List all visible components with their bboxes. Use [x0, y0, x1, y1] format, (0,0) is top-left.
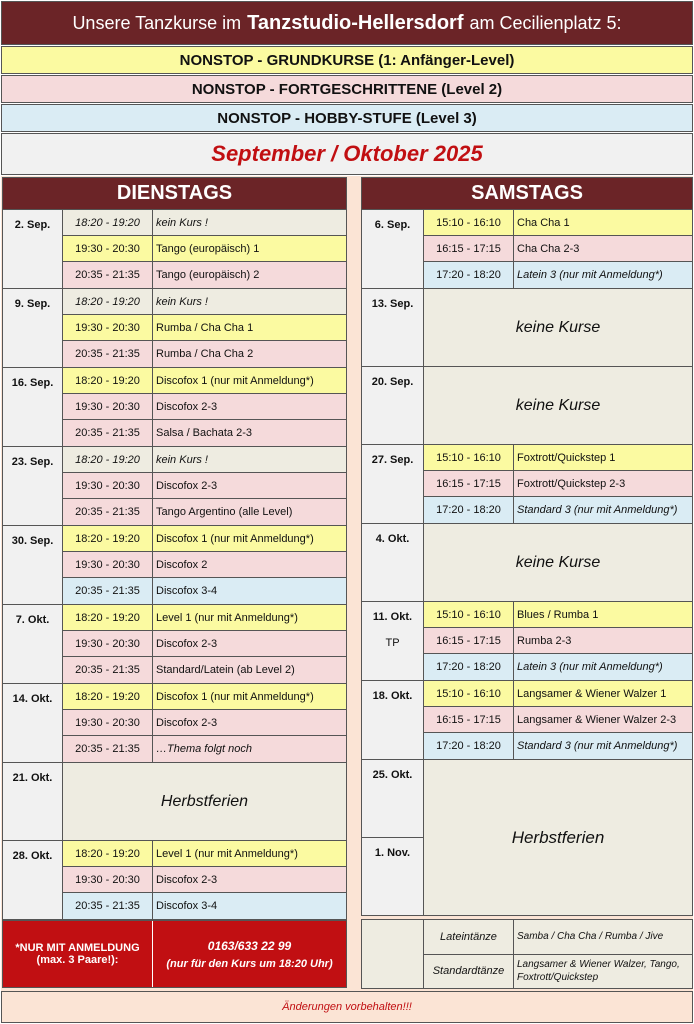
course-name: Discofox 3-4 — [156, 900, 218, 912]
legend-row — [424, 920, 692, 954]
week-block — [2, 210, 347, 289]
studio-name: Tanzstudio-Hellersdorf — [247, 11, 464, 34]
week-date-text: 11. Okt. — [372, 611, 413, 623]
legend-value: Samba / Cha Cha / Rumba / Jive — [517, 931, 664, 943]
course-name: Blues / Rumba 1 — [517, 608, 599, 621]
course-name: Level 1 (nur mit Anmeldung*) — [156, 847, 298, 860]
course-name: Tango (europäisch) 2 — [156, 269, 260, 281]
registration-line1: *NUR MIT ANMELDUNG — [15, 942, 140, 954]
course-row — [63, 684, 346, 710]
course-time: 18:20 - 19:20 — [63, 289, 153, 314]
course-name: Standard/Latein (ab Level 2) — [156, 664, 295, 676]
course-name: kein Kurs ! — [156, 453, 208, 466]
course-name: Discofox 2-3 — [156, 637, 218, 650]
course-name: Discofox 3-4 — [156, 585, 218, 597]
week-block — [361, 210, 693, 289]
week-block — [2, 763, 347, 841]
course-name: Salsa / Bachata 2-3 — [156, 427, 253, 439]
course-name: Rumba / Cha Cha 1 — [156, 321, 254, 334]
course-time: 18:20 - 19:20 — [63, 526, 153, 551]
course-name: Langsamer & Wiener Walzer 1 — [517, 687, 667, 700]
level-3-banner: NONSTOP - HOBBY-STUFE (Level 3) — [1, 104, 693, 132]
course-row — [63, 736, 346, 762]
course-row — [63, 867, 346, 893]
week-date: 21. Okt. — [3, 763, 63, 840]
week-block — [361, 367, 693, 445]
course-row — [63, 368, 346, 394]
tuesday-schedule — [2, 177, 347, 920]
course-name: Discofox 1 (nur mit Anmeldung*) — [156, 374, 314, 387]
registration-note — [2, 920, 347, 988]
course-name: Langsamer & Wiener Walzer 2-3 — [517, 713, 677, 726]
course-row — [63, 631, 346, 657]
legend-spacer — [362, 920, 424, 988]
course-time: 18:20 - 19:20 — [63, 605, 153, 630]
course-name: kein Kurs ! — [156, 295, 208, 308]
course-time: 20:35 - 21:35 — [63, 736, 153, 762]
course-name: Foxtrott/Quickstep 2-3 — [517, 477, 626, 490]
week-date: 16. Sep. — [3, 368, 63, 446]
header-prefix: Unsere Tanzkurse im — [72, 12, 242, 33]
course-row — [424, 262, 692, 288]
week-block — [361, 524, 693, 602]
course-name: Latein 3 (nur mit Anmeldung*) — [517, 661, 663, 673]
course-time: 19:30 - 20:30 — [63, 710, 153, 735]
course-name: Discofox 2-3 — [156, 479, 218, 492]
phone-number[interactable]: 0163/633 22 99 — [207, 938, 292, 953]
course-row — [63, 605, 346, 631]
no-course-label: keine Kurse — [424, 524, 692, 601]
course-time: 19:30 - 20:30 — [63, 394, 153, 419]
course-time: 20:35 - 21:35 — [63, 578, 153, 604]
registration-contact — [153, 921, 346, 987]
course-row — [63, 262, 346, 288]
course-row — [424, 654, 692, 680]
course-time: 19:30 - 20:30 — [63, 473, 153, 498]
week-date: 20. Sep. — [362, 367, 424, 444]
no-course-label: keine Kurse — [424, 367, 692, 444]
course-name: …Thema folgt noch — [156, 743, 252, 755]
course-time: 18:20 - 19:20 — [63, 841, 153, 866]
course-time: 19:30 - 20:30 — [63, 631, 153, 656]
course-time: 16:15 - 17:15 — [424, 628, 514, 653]
course-row — [424, 602, 692, 628]
course-name: Latein 3 (nur mit Anmeldung*) — [517, 269, 663, 281]
course-row — [424, 681, 692, 707]
page-header — [1, 1, 693, 45]
saturday-schedule — [361, 177, 693, 916]
week-block — [2, 526, 347, 605]
week-date: 23. Sep. — [3, 447, 63, 525]
holiday-label: Herbstferien — [63, 763, 346, 840]
registration-line2: (max. 3 Paare!): — [36, 954, 119, 966]
tuesday-heading: DIENSTAGS — [2, 177, 347, 210]
course-row — [63, 578, 346, 604]
week-date: 28. Okt. — [3, 841, 63, 919]
week-date: 14. Okt. — [3, 684, 63, 762]
course-time: 19:30 - 20:30 — [63, 236, 153, 261]
dance-legend — [361, 919, 693, 989]
course-row — [424, 471, 692, 497]
course-time: 15:10 - 16:10 — [424, 210, 514, 235]
course-name: Foxtrott/Quickstep 1 — [517, 451, 616, 464]
course-name: Discofox 1 (nur mit Anmeldung*) — [156, 532, 314, 545]
course-time: 15:10 - 16:10 — [424, 445, 514, 470]
week-date: 25. Okt. — [362, 760, 423, 838]
holiday-label: Herbstferien — [424, 760, 692, 915]
period-title: September / Oktober 2025 — [1, 133, 693, 175]
course-time: 17:20 - 18:20 — [424, 654, 514, 680]
week-block — [361, 760, 693, 916]
course-row — [63, 447, 346, 473]
week-block — [361, 289, 693, 367]
course-row — [63, 841, 346, 867]
course-name: Discofox 2-3 — [156, 716, 218, 729]
level-2-banner: NONSTOP - FORTGESCHRITTENE (Level 2) — [1, 75, 693, 103]
course-row — [63, 236, 346, 262]
header-suffix: am Cecilienplatz 5: — [469, 12, 622, 33]
week-block — [2, 841, 347, 920]
course-name: Tango Argentino (alle Level) — [156, 506, 293, 518]
course-row — [424, 628, 692, 654]
footer-note: Änderungen vorbehalten!!! — [1, 991, 693, 1023]
week-block — [2, 368, 347, 447]
course-row — [424, 445, 692, 471]
week-date: 9. Sep. — [3, 289, 63, 367]
course-time: 20:35 - 21:35 — [63, 262, 153, 288]
course-time: 17:20 - 18:20 — [424, 262, 514, 288]
course-row — [424, 707, 692, 733]
course-name: Tango (europäisch) 1 — [156, 242, 260, 255]
course-name: Rumba / Cha Cha 2 — [156, 348, 254, 360]
course-time: 18:20 - 19:20 — [63, 210, 153, 235]
course-time: 19:30 - 20:30 — [63, 552, 153, 577]
course-row — [63, 210, 346, 236]
week-date: 6. Sep. — [362, 210, 424, 288]
course-time: 20:35 - 21:35 — [63, 499, 153, 525]
registration-label — [3, 921, 153, 987]
course-time: 15:10 - 16:10 — [424, 681, 514, 706]
course-name: Discofox 2 — [156, 558, 208, 571]
legend-row — [424, 954, 692, 989]
course-row — [63, 394, 346, 420]
course-row — [63, 710, 346, 736]
course-name: Rumba 2-3 — [517, 634, 572, 647]
level-1-banner: NONSTOP - GRUNDKURSE (1: Anfänger-Level) — [1, 46, 693, 74]
course-time: 17:20 - 18:20 — [424, 733, 514, 759]
week-date: 4. Okt. — [362, 524, 424, 601]
course-row — [63, 552, 346, 578]
course-name: Standard 3 (nur mit Anmeldung*) — [517, 504, 678, 516]
course-time: 20:35 - 21:35 — [63, 341, 153, 367]
course-row — [63, 289, 346, 315]
course-name: Discofox 2-3 — [156, 873, 218, 886]
course-row — [63, 473, 346, 499]
course-name: Discofox 1 (nur mit Anmeldung*) — [156, 690, 314, 703]
course-row — [63, 315, 346, 341]
course-name: kein Kurs ! — [156, 216, 208, 229]
course-row — [63, 341, 346, 367]
week-date: 7. Okt. — [3, 605, 63, 683]
phone-note: (nur für den Kurs um 18:20 Uhr) — [166, 957, 333, 970]
course-row — [63, 499, 346, 525]
week-date: 1. Nov. — [374, 847, 411, 859]
course-time: 18:20 - 19:20 — [63, 368, 153, 393]
course-row — [424, 210, 692, 236]
week-date-split — [362, 760, 424, 915]
course-time: 17:20 - 18:20 — [424, 497, 514, 523]
course-time: 15:10 - 16:10 — [424, 602, 514, 627]
no-course-label: keine Kurse — [424, 289, 692, 366]
week-note: TP — [385, 637, 400, 649]
course-name: Level 1 (nur mit Anmeldung*) — [156, 611, 298, 624]
week-date: 13. Sep. — [362, 289, 424, 366]
course-row — [63, 420, 346, 446]
legend-key: Lateintänze — [424, 920, 514, 954]
course-time: 16:15 - 17:15 — [424, 236, 514, 261]
course-time: 19:30 - 20:30 — [63, 867, 153, 892]
week-block — [2, 684, 347, 763]
course-name: Discofox 2-3 — [156, 400, 218, 413]
course-row — [63, 526, 346, 552]
week-block — [2, 289, 347, 368]
course-name: Cha Cha 1 — [517, 216, 570, 229]
course-time: 18:20 - 19:20 — [63, 447, 153, 472]
week-date: 2. Sep. — [3, 210, 63, 288]
course-time: 20:35 - 21:35 — [63, 657, 153, 683]
course-time: 20:35 - 21:35 — [63, 420, 153, 446]
legend-value: Langsamer & Wiener Walzer, Tango, Foxtrott/Quickstep — [517, 959, 680, 984]
course-row — [424, 497, 692, 523]
course-row — [63, 893, 346, 919]
course-row — [63, 657, 346, 683]
week-block — [361, 681, 693, 760]
course-row — [424, 236, 692, 262]
week-block — [361, 445, 693, 524]
week-date: 30. Sep. — [3, 526, 63, 604]
saturday-heading: SAMSTAGS — [361, 177, 693, 210]
week-date — [362, 602, 424, 680]
course-row — [424, 733, 692, 759]
week-block — [2, 447, 347, 526]
course-time: 19:30 - 20:30 — [63, 315, 153, 340]
week-date: 18. Okt. — [362, 681, 424, 759]
legend-key: Standardtänze — [424, 955, 514, 989]
week-block — [361, 602, 693, 681]
course-time: 18:20 - 19:20 — [63, 684, 153, 709]
week-date: 27. Sep. — [362, 445, 424, 523]
course-time: 16:15 - 17:15 — [424, 471, 514, 496]
week-block — [2, 605, 347, 684]
course-time: 16:15 - 17:15 — [424, 707, 514, 732]
course-time: 20:35 - 21:35 — [63, 893, 153, 919]
course-name: Standard 3 (nur mit Anmeldung*) — [517, 740, 678, 752]
course-name: Cha Cha 2-3 — [517, 242, 580, 255]
